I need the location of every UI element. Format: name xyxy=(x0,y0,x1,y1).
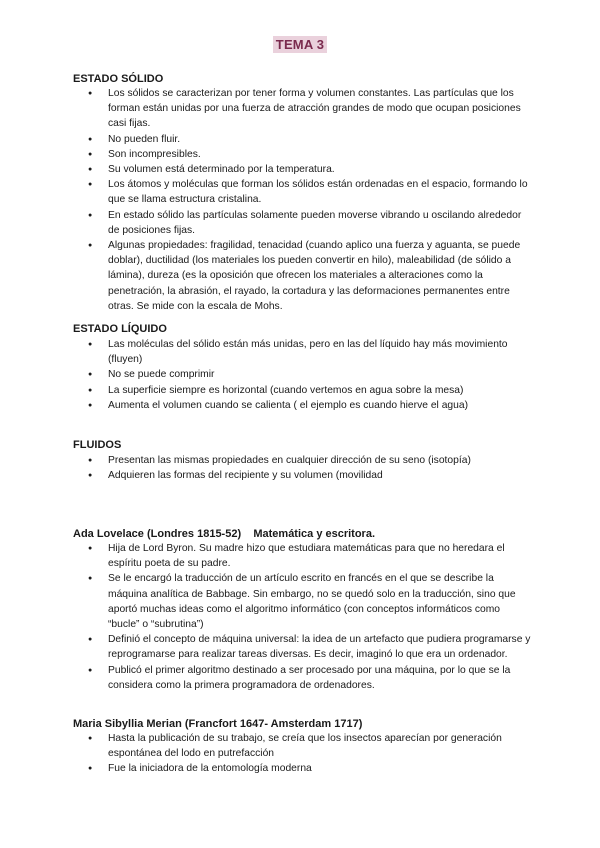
section-fluidos xyxy=(73,438,533,483)
section-heading: Maria Sibyllia Merian (Francfort 1647- Amsterdam 1717) xyxy=(73,718,363,730)
bullet-list xyxy=(73,337,533,413)
list-item: ● No se puede comprimir xyxy=(73,367,533,382)
bullet-list xyxy=(73,86,533,314)
list-item: ● Presentan las mismas propiedades en cualquier dirección de su seno (isotopía) xyxy=(73,453,533,468)
section-ada-lovelace xyxy=(73,527,533,693)
list-item: ● Su volumen está determinado por la temperatura. xyxy=(73,162,533,177)
list-item: ● No pueden fluir. xyxy=(73,132,533,147)
list-item: ● Hija de Lord Byron. Su madre hizo que estudiara matemáticas para que no heredara el espíritu poeta de su padre. xyxy=(73,541,533,571)
list-item: ● Las moléculas del sólido están más unidas, pero en las del líquido hay más movimiento (fluyen) xyxy=(73,337,533,367)
list-item: ● Fue la iniciadora de la entomología moderna xyxy=(73,761,533,776)
list-item: ● Algunas propiedades: fragilidad, tenacidad (cuando aplico una fuerza y aguanta, se puede doblar), ductilidad (los materiales los pueden convertir en hilo), maleabilidad (de sólido a lámina), dureza (es la oposición que ofrecen los materiales a alteraciones como la penetración, la abrasión, el rayado, la cortadura y las deformaciones permanentes entre otras. Se mide con la escala de Mohs. xyxy=(73,238,533,314)
list-item: ● Aumenta el volumen cuando se calienta ( el ejemplo es cuando hierve el agua) xyxy=(73,398,533,413)
list-item: ● Son incompresibles. xyxy=(73,147,533,162)
list-item: ● Publicó el primer algoritmo destinado a ser procesado por una máquina, por lo que se la considera como la primera programadora de ordenadores. xyxy=(73,663,533,693)
list-item: ● La superficie siempre es horizontal (cuando vertemos en agua sobre la mesa) xyxy=(73,383,533,398)
section-heading: Ada Lovelace (Londres 1815-52) Matemática y escritora. xyxy=(73,528,376,540)
list-item: ● Definió el concepto de máquina universal: la idea de un artefacto que pudiera programarse y reprogramarse para realizar tareas diversas. Es decir, imaginó lo que era un ordenador. xyxy=(73,632,533,662)
bullet-list xyxy=(73,453,533,483)
list-item: ● Los sólidos se caracterizan por tener forma y volumen constantes. Las partículas que los forman están unidas por una fuerza de atracción grandes de modo que ocupan posiciones casi fijas. xyxy=(73,86,533,132)
bullet-list xyxy=(73,541,533,693)
section-heading: ESTADO SÓLIDO xyxy=(73,73,164,85)
section-estado-liquido xyxy=(73,322,533,413)
page-title: TEMA 3 xyxy=(273,36,327,53)
section-heading: ESTADO LÍQUIDO xyxy=(73,323,167,335)
title-container xyxy=(0,36,600,54)
list-item: ● Hasta la publicación de su trabajo, se creía que los insectos aparecían por generación espontánea del lodo en putrefacción xyxy=(73,731,533,761)
list-item: ● Los átomos y moléculas que forman los sólidos están ordenadas en el espacio, formando lo que se llama estructura cristalina. xyxy=(73,177,533,207)
section-estado-solido xyxy=(73,72,533,314)
list-item: ● En estado sólido las partículas solamente pueden moverse vibrando u oscilando alrededor de posiciones fijas. xyxy=(73,208,533,238)
section-maria-merian xyxy=(73,717,533,777)
bullet-list xyxy=(73,731,533,777)
section-heading: FLUIDOS xyxy=(73,439,122,451)
list-item: ● Se le encargó la traducción de un artículo escrito en francés en el que se describe la máquina analítica de Babbage. Sin embargo, no se quedó solo en la traducción, sino que aportó muchas ideas como el algoritmo informático (con conceptos informáticos como “bucle” o “subrutina”) xyxy=(73,571,533,632)
list-item: ● Adquieren las formas del recipiente y su volumen (movilidad xyxy=(73,468,533,483)
